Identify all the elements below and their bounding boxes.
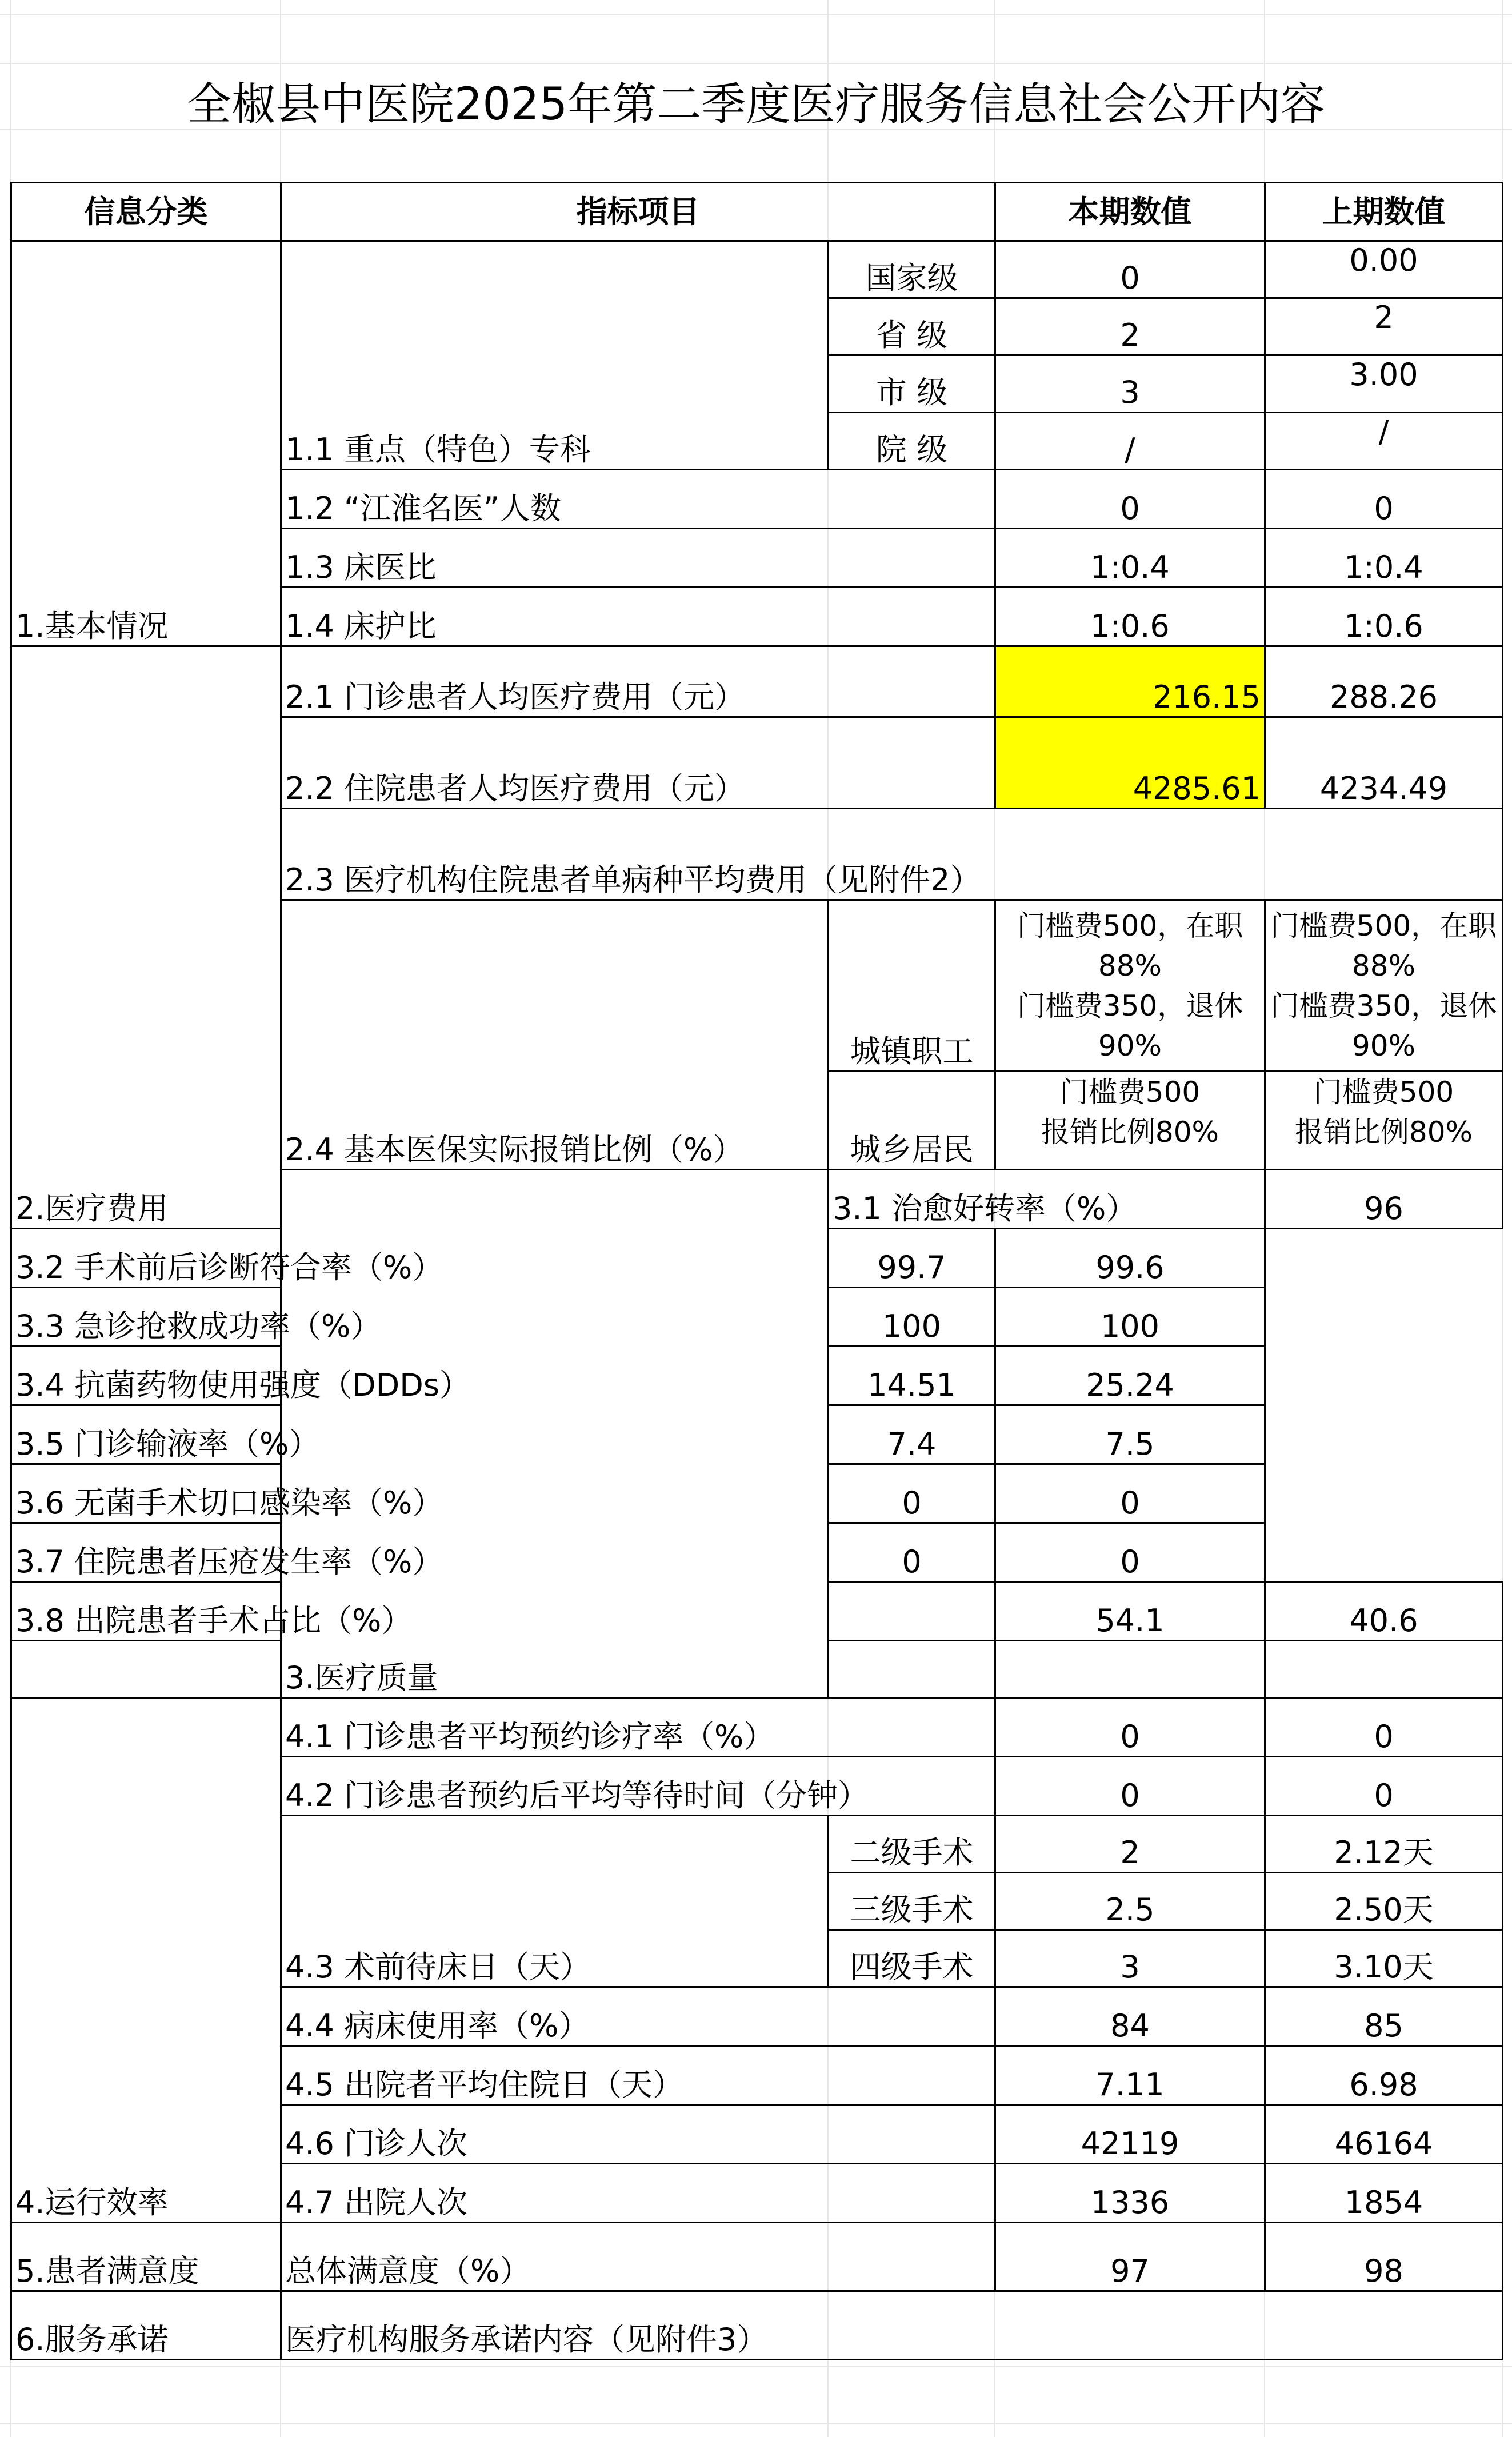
header-row <box>11 183 1503 241</box>
empty-cell <box>995 809 1265 900</box>
value-current: 0 <box>995 1698 1265 1757</box>
header-category: 信息分类 <box>11 183 281 241</box>
category-efficiency: 4.运行效率 <box>11 1698 281 2223</box>
value-previous: 288.26 <box>1265 646 1503 717</box>
item-label: 4.5 出院者平均住院日（天） <box>281 2046 995 2105</box>
table-row <box>11 1288 1503 1347</box>
value-current: 42119 <box>995 2105 1265 2164</box>
header-current: 本期数值 <box>995 183 1265 241</box>
value-current: 0 <box>995 241 1265 298</box>
value-previous: 3.00 <box>1265 355 1503 413</box>
category-cost: 2.医疗费用 <box>11 646 281 1229</box>
value-previous: 25.24 <box>995 1347 1265 1405</box>
value-previous: 4234.49 <box>1265 717 1503 809</box>
value-current: 3 <box>995 355 1265 413</box>
value-current: 97 <box>995 2223 1265 2291</box>
value-current: 3 <box>995 1930 1265 1987</box>
value-previous: 1854 <box>1265 2164 1503 2223</box>
value-current: 14.51 <box>829 1347 995 1405</box>
item-label: 4.6 门诊人次 <box>281 2105 995 2164</box>
info-table <box>10 182 1503 2360</box>
value-current: 2.5 <box>995 1873 1265 1930</box>
item-label: 总体满意度（%） <box>281 2223 995 2291</box>
value-previous: 46164 <box>1265 2105 1503 2164</box>
value-current-highlighted: 216.15 <box>995 646 1265 717</box>
category-basic: 1.基本情况 <box>11 241 281 646</box>
value-current-highlighted: 4285.61 <box>995 717 1265 809</box>
value-current: 1:0.6 <box>995 588 1265 646</box>
insurance-previous: 门槛费500，在职 88% 门槛费350，退休 90% <box>1265 900 1503 1072</box>
table-row <box>11 1698 1503 1757</box>
category-commitment: 6.服务承诺 <box>11 2291 281 2360</box>
value-current: 1:0.4 <box>995 529 1265 588</box>
value-current: 99.7 <box>829 1229 995 1288</box>
insurance-current: 门槛费500 报销比例80% <box>995 1072 1265 1170</box>
table-row <box>11 2291 1503 2360</box>
empty-cell <box>995 1641 1265 1698</box>
table-row <box>11 1405 1503 1464</box>
item-label: 3.1 治愈好转率（%） <box>829 1170 1265 1229</box>
empty-cell <box>11 1641 281 1698</box>
item-label: 1.4 床护比 <box>281 588 995 646</box>
value-previous: 40.6 <box>1265 1582 1503 1641</box>
value-previous: 98 <box>1265 2223 1503 2291</box>
value-previous: 2.12天 <box>1265 1816 1503 1873</box>
level-name: 二级手术 <box>829 1816 995 1873</box>
item-label: 2.3 医疗机构住院患者单病种平均费用（见附件2） <box>281 809 995 900</box>
insurance-type: 城镇职工 <box>829 900 995 1072</box>
value-current: 84 <box>995 1987 1265 2046</box>
value-previous: 0 <box>1265 470 1503 529</box>
value-current: 0 <box>995 1757 1265 1816</box>
value-current: 1336 <box>995 2164 1265 2223</box>
value-current: 100 <box>829 1288 995 1347</box>
item-label: 1.3 床医比 <box>281 529 995 588</box>
insurance-previous: 门槛费500 报销比例80% <box>1265 1072 1503 1170</box>
page-title: 全椒县中医院2025年第二季度医疗服务信息社会公开内容 <box>186 79 1326 130</box>
value-current: 96 <box>1265 1170 1503 1229</box>
item-preop: 4.3 术前待床日（天） <box>281 1816 829 1987</box>
item-label: 4.1 门诊患者平均预约诊疗率（%） <box>281 1698 995 1757</box>
value-previous: 1:0.6 <box>1265 588 1503 646</box>
value-previous: 0 <box>1265 1757 1503 1816</box>
value-previous: 1:0.4 <box>1265 529 1503 588</box>
value-previous: 85 <box>1265 1987 1503 2046</box>
item-label: 医疗机构服务承诺内容（见附件3） <box>281 2291 1503 2360</box>
value-current: / <box>995 413 1265 470</box>
value-previous: 2 <box>1265 298 1503 355</box>
table-row <box>11 646 1503 717</box>
empty-cell <box>829 1582 995 1641</box>
value-previous: 99.6 <box>995 1229 1265 1288</box>
level-name: 市 级 <box>829 355 995 413</box>
value-current: 2 <box>995 1816 1265 1873</box>
category-satisfaction: 5.患者满意度 <box>11 2223 281 2291</box>
value-current: 0 <box>829 1464 995 1523</box>
item-label: 3.7 住院患者压疮发生率（%） <box>11 1523 829 1582</box>
value-current: 7.4 <box>829 1405 995 1464</box>
level-name: 三级手术 <box>829 1873 995 1930</box>
item-label: 3.3 急诊抢救成功率（%） <box>11 1288 829 1347</box>
value-current: 2 <box>995 298 1265 355</box>
value-previous: 3.10天 <box>1265 1930 1503 1987</box>
value-previous: 0 <box>995 1464 1265 1523</box>
empty-cell <box>1265 1641 1503 1698</box>
item-specialty: 1.1 重点（特色）专科 <box>281 241 829 470</box>
item-label: 3.4 抗菌药物使用强度（DDDs） <box>11 1347 829 1405</box>
table-row <box>11 241 1503 298</box>
level-name: 省 级 <box>829 298 995 355</box>
table-row <box>11 1347 1503 1405</box>
level-name: 国家级 <box>829 241 995 298</box>
value-previous: / <box>1265 413 1503 470</box>
item-label: 2.1 门诊患者人均医疗费用（元） <box>281 646 995 717</box>
table-row <box>11 1464 1503 1523</box>
header-previous: 上期数值 <box>1265 183 1503 241</box>
header-item: 指标项目 <box>281 183 995 241</box>
item-insurance: 2.4 基本医保实际报销比例（%） <box>281 900 829 1170</box>
value-current: 7.11 <box>995 2046 1265 2105</box>
item-label: 3.2 手术前后诊断符合率（%） <box>11 1229 829 1288</box>
item-label: 3.6 无菌手术切口感染率（%） <box>11 1464 829 1523</box>
insurance-current: 门槛费500，在职 88% 门槛费350，退休 90% <box>995 900 1265 1072</box>
insurance-type: 城乡居民 <box>829 1072 995 1170</box>
empty-cell <box>829 1641 995 1698</box>
item-label: 4.4 病床使用率（%） <box>281 1987 995 2046</box>
value-previous: 2.50天 <box>1265 1873 1503 1930</box>
item-label: 2.2 住院患者人均医疗费用（元） <box>281 717 995 809</box>
item-label: 3.5 门诊输液率（%） <box>11 1405 829 1464</box>
table-row <box>11 1229 1503 1288</box>
value-previous: 0 <box>995 1523 1265 1582</box>
level-name: 院 级 <box>829 413 995 470</box>
item-label: 3.8 出院患者手术占比（%） <box>11 1582 281 1641</box>
value-previous: 100 <box>995 1288 1265 1347</box>
value-previous: 0.00 <box>1265 241 1503 298</box>
item-label: 1.2 “江淮名医”人数 <box>281 470 995 529</box>
item-label: 4.2 门诊患者预约后平均等待时间（分钟） <box>281 1757 995 1816</box>
item-label: 4.7 出院人次 <box>281 2164 995 2223</box>
value-previous: 7.5 <box>995 1405 1265 1464</box>
empty-cell <box>1265 809 1503 900</box>
value-previous: 6.98 <box>1265 2046 1503 2105</box>
table-row <box>11 2223 1503 2291</box>
category-quality: 3.医疗质量 <box>281 1170 829 1698</box>
value-current: 54.1 <box>995 1582 1265 1641</box>
value-current: 0 <box>829 1523 995 1582</box>
level-name: 四级手术 <box>829 1930 995 1987</box>
value-current: 0 <box>995 470 1265 529</box>
value-previous: 0 <box>1265 1698 1503 1757</box>
table-row <box>11 1523 1503 1582</box>
